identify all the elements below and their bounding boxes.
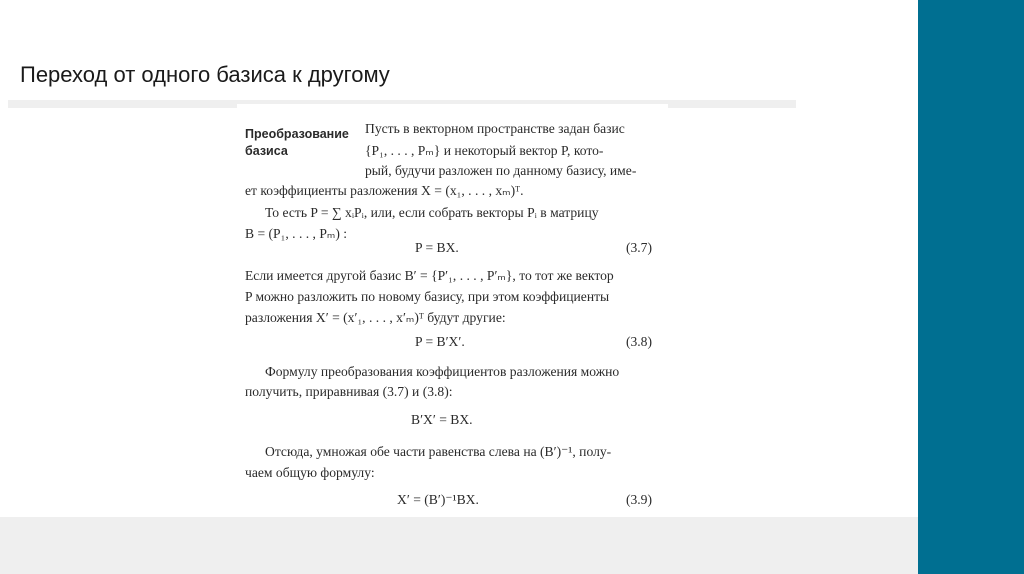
paragraph-3-line-3: разложения X′ = (x′₁, . . . , x′ₘ)ᵀ будут другие: — [245, 310, 506, 325]
paragraph-4-line-1: Формулу преобразования коэффициентов разложения можно — [265, 364, 620, 379]
equation-3-7: P = BX. — [415, 240, 459, 255]
equation-3-8: P = B′X′. — [415, 334, 465, 349]
equation-number-3-7: (3.7) — [625, 240, 652, 255]
paragraph-1-line-4: ет коэффициенты разложения X = (x₁, . . . , xₘ)ᵀ. — [245, 183, 524, 198]
side-label — [245, 126, 349, 160]
paragraph-1-line-2: {P₁, . . . , Pₘ} и некоторый вектор P, кото- — [365, 143, 604, 158]
equation-unnumbered: B′X′ = BX. — [411, 412, 473, 427]
slide-title: Переход от одного базиса к другому — [20, 62, 390, 87]
paragraph-1-line-1: Пусть в векторном пространстве задан базис — [365, 121, 625, 136]
equation-number-3-9: (3.9) — [625, 492, 652, 507]
side-label-line2: базиса — [245, 144, 288, 158]
paragraph-2-line-1: То есть P = ∑ xᵢPᵢ, или, если собрать векторы Pᵢ в матрицу — [265, 205, 599, 220]
equation-number-3-8: (3.8) — [625, 334, 652, 349]
paragraph-2-line-2: B = (P₁, . . . , Pₘ) : — [245, 226, 348, 241]
paragraph-3-line-2: P можно разложить по новому базису, при этом коэффициенты — [245, 289, 610, 304]
paragraph-3-line-1: Если имеется другой базис B′ = {P′₁, . . . , P′ₘ}, то тот же вектор — [245, 268, 614, 283]
paragraph-5-line-1: Отсюда, умножая обе части равенства слева на (B′)⁻¹, полу- — [265, 444, 612, 459]
paragraph-4-line-2: получить, приравнивая (3.7) и (3.8): — [245, 384, 453, 399]
equation-3-9: X′ = (B′)⁻¹BX. — [397, 492, 479, 507]
accent-sidebar — [918, 0, 1024, 574]
footer-band — [0, 517, 918, 574]
textbook-excerpt-image — [237, 104, 668, 517]
paragraph-5-line-2: чаем общую формулу: — [245, 465, 375, 480]
side-label-line1: Преобразование — [245, 127, 349, 141]
paragraph-1-line-3: рый, будучи разложен по данному базису, име- — [365, 163, 637, 178]
